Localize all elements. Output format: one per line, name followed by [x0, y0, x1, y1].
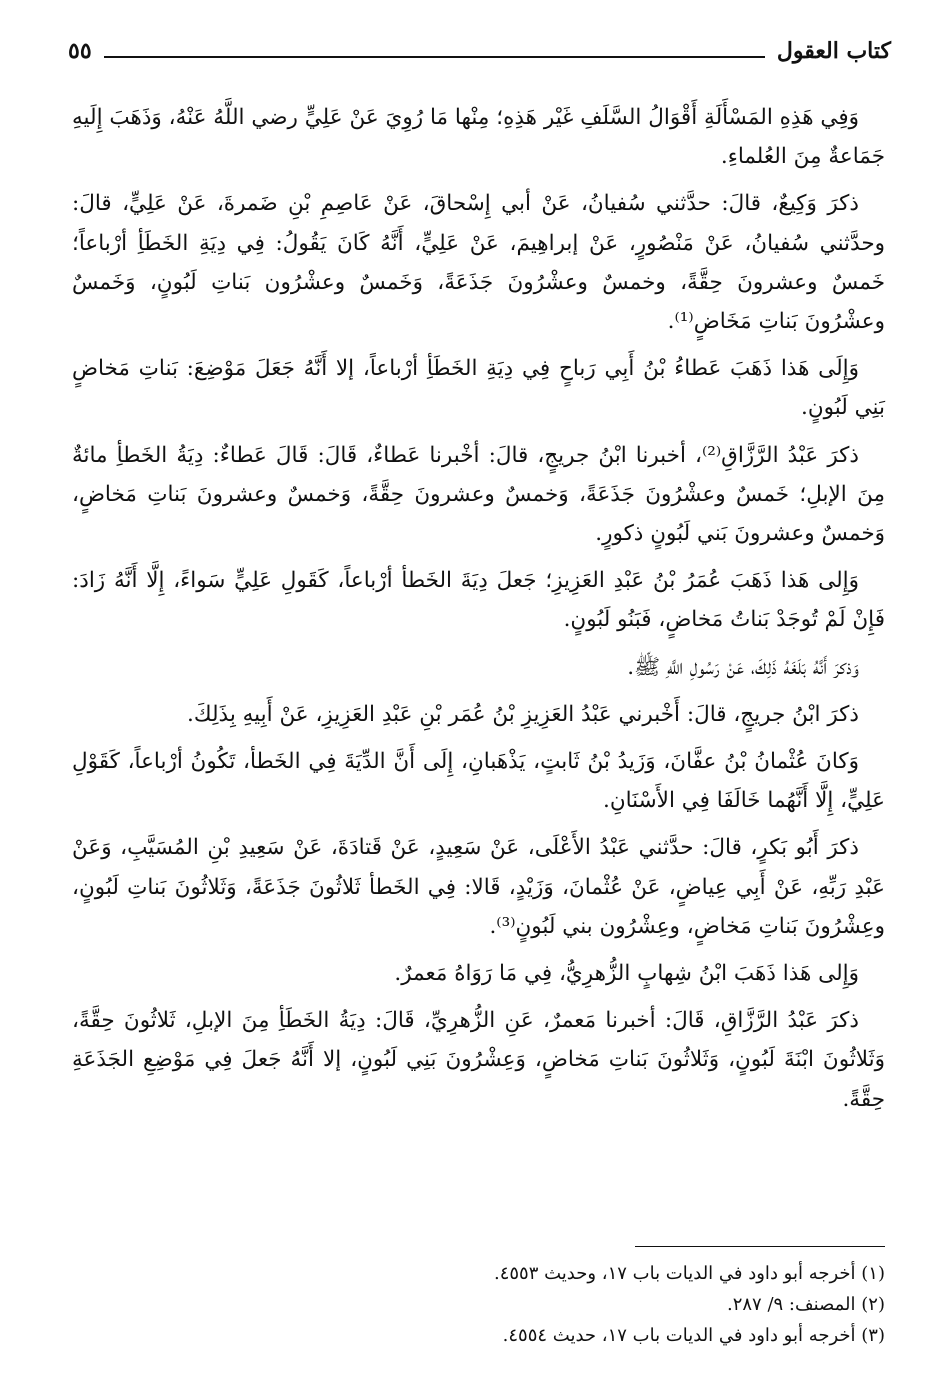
paragraph: وَإِلى هَذا ذَهَبَ عُمَرُ بْنُ عَبْدِ العَزِيزِ؛ جَعلَ دِيَةَ الخَطأ أرْباعاً، كَقَولِ عَلِيٍّ سَواءً، إِلَّا أَنَّهُ زَادَ: فَإِنْ لَمْ تُوجَدْ بَناتُ مَخاضٍ، فَبَنُو لَبُونٍ.	[72, 568, 885, 633]
paragraph: ذكرَ عَبْدُ الرَّزَّاقِ، قَالَ: أخبرنا مَعمرٌ، عَنِ الزُّهرِيِّ، قَالَ: دِيَةُ الخَطَأِ مِنَ الإبلِ، ثَلاثُونَ حِقَّةً، وَثَلاثُونَ ابْنَةَ لَبُونٍ، وَثَلاثُونَ بَناتِ مَخاضٍ، وَعِشْرُونَ بَنِي لَبُونٍ، إلا أَنَّهُ جَعلَ فِي مَوْضِعِ الجَذَعَةِ حِقَّةً.	[72, 1008, 885, 1112]
page-header	[68, 30, 891, 62]
footnote-separator	[635, 1246, 885, 1247]
paragraph: وَكانَ عُثْمانُ بْنُ عفَّانَ، وَزَيدُ بْنُ ثَابتٍ، يَذْهَبانِ، إِلَى أَنَّ الدِّيَةَ فِي الخَطأ، تَكُونُ أرْباعاً، كَقَوْلِ عَلِيٍّ، إِلَّا أَنَّهُما خَالَفَا فِي الأَسْنَانِ.	[72, 749, 885, 814]
paragraph: وَذكرَ أَنَّهُ بَلَغَهُ ذَلِكَ، عَنْ رَسُولِ اللَّهِ ﷺ.	[627, 654, 859, 680]
main-text	[72, 98, 885, 1119]
footnote: (٢) المصنف: ٩/ ٢٨٧.	[726, 1294, 885, 1315]
header-rule	[104, 56, 765, 58]
paragraph: وَفِي هَذِهِ المَسْأَلَةِ أَقْوَالُ السَّلَفِ غَيْر هَذِهِ؛ مِنْها مَا رُوِيَ عَنْ عَلِيٍّ رضي اللَّهُ عَنْهُ، وَذَهَبَ إِلَيهِ جَمَاعةٌ مِنَ العُلماءِ.	[72, 105, 885, 170]
page-number: ٥٥	[68, 38, 92, 64]
paragraph: وَإِلَى هَذا ذَهَبَ عَطاءُ بْنُ أَبِي رَباحٍ فِي دِيَةِ الخَطَأِ أرْباعاً، إلا أَنَّهُ جَعَلَ مَوْضِعَ: بَناتِ مَخاضٍ بَنِي لَبُونٍ.	[72, 356, 885, 421]
footnote: (٣) أخرجه أبو داود في الديات باب ١٧، حديث ٤٥٥٤.	[502, 1325, 885, 1346]
paragraph: وَإِلى هَذا ذَهَبَ ابْنُ شِهابٍ الزُّهرِيُّ، فِي مَا رَوَاهُ مَعمرٌ.	[394, 961, 859, 987]
paragraph: ذكرَ ابْنُ جريجٍ، قالَ: أَخْبرني عَبْدُ العَزِيزِ بْنُ عُمَر بْنِ عَبْدِ العَزِيزِ، عَنْ أَبِيهِ بِذَلِكَ.	[187, 701, 859, 727]
footnote: (١) أخرجه أبو داود في الديات باب ١٧، وحديث ٤٥٥٣.	[493, 1263, 885, 1284]
book-title: كتاب العقول	[776, 38, 891, 64]
paragraph: ذكرَ وَكِيعٌ، قالَ: حدَّثني سُفيانُ، عَنْ أبي إِسْحاقَ، عَنْ عَاصِمِ بْنِ ضَمرةَ، عَنْ عَلِيٍّ، قالَ: وحدَّثني سُفيانُ، عَنْ مَنْصُورٍ، عَنْ إبراهِيمَ، عَنْ عَلِيٍّ، أَنَّهُ كَانَ يَقُولُ: فِي دِيَةِ الخَطَأِ أرْباعاً؛ خَمسٌ وعشرونَ حِقَّةً، وخمسٌ وعشْرُونَ جَذَعَةً، وَخَمسٌ وعشْرُون بَناتِ لَبُونٍ، وَخَمسٌ وعشْرُونَ بَناتِ مَخَاضٍ⁽¹⁾.	[72, 191, 885, 335]
paragraph: ذكرَ عَبْدُ الرَّزَّاقِ⁽²⁾، أخبرنا ابْنُ جريجٍ، قالَ: أخْبرنا عَطاءٌ، قَالَ: قَالَ عَطاءٌ: دِيَةُ الخَطأِ مائةٌ مِنَ الإبلِ؛ خَمسٌ وعشْرُونَ جَذَعَةً، وَخمسٌ وعشرونَ حِقَّةً، وَخمسٌ وعشرونَ بَناتِ مَخاضٍ، وَخمسٌ وعشرونَ بَني لَبُونٍ ذكورٍ.	[72, 442, 885, 547]
paragraph: ذكرَ أَبُو بَكرٍ، قالَ: حدَّثني عَبْدُ الأَعْلَى، عَنْ سَعِيدٍ، عَنْ قَتادَةَ، عَنْ سَعِيدِ بْنِ المُسَيَّبِ، وَعَنْ عَبْدِ رَبِّهِ، عَنْ أَبِي عِياضٍ، عَنْ عُثْمانَ، وَزَيْدٍ، قَالا: فِي الخَطأ ثَلاثُونَ جَذَعَةً، وَثَلاثُونَ بَناتِ لَبُونٍ، وعِشْرُونَ بَناتِ مَخاضٍ، وعِشْرُون بني لَبُونٍ⁽³⁾.	[72, 835, 885, 939]
footnotes	[72, 1258, 885, 1351]
